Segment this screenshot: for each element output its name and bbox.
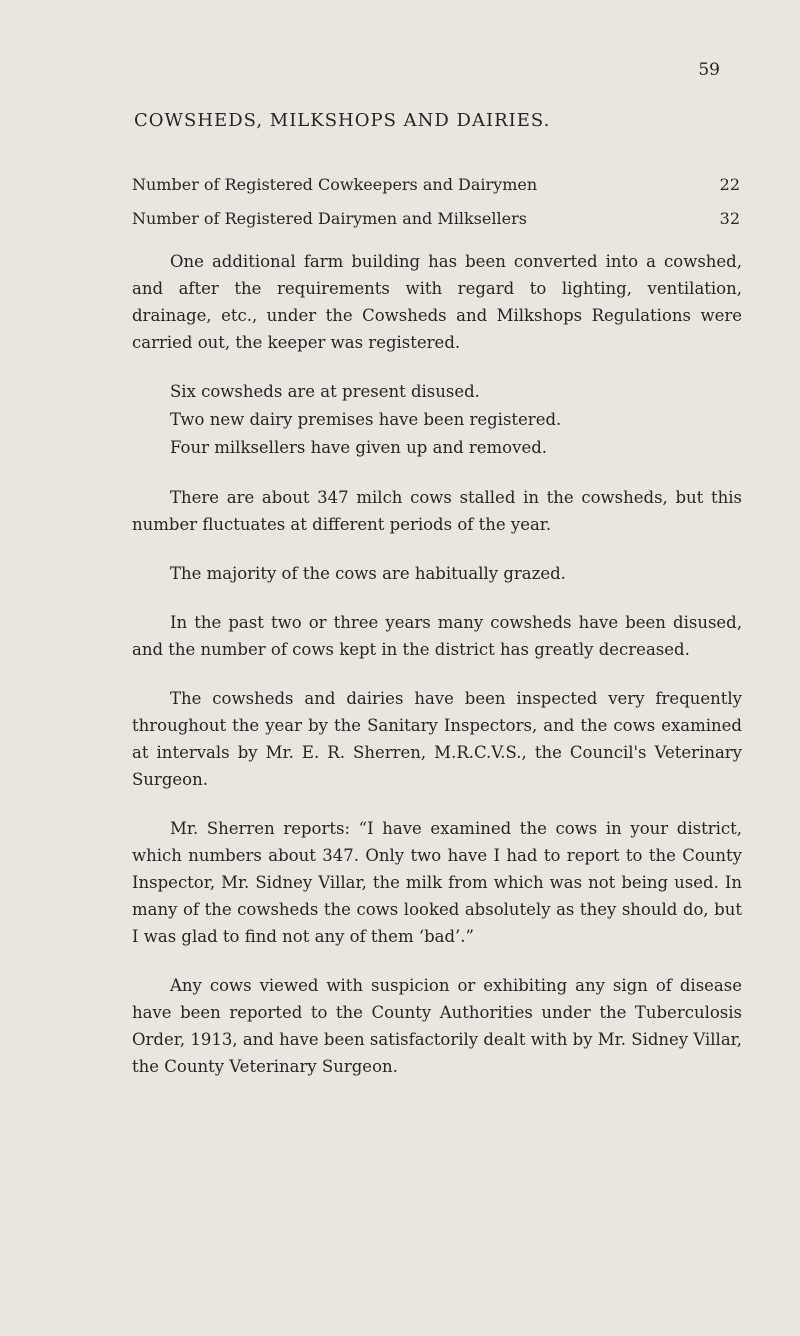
change-line: Four milksellers have given up and removed. <box>170 438 548 457</box>
page-title: COWSHEDS, MILKSHOPS AND DAIRIES. <box>134 110 551 131</box>
paragraph-farm-building: One additional farm building has been converted into a cowshed, and after the requirements with regard to lighting, ventilation, drainage, etc., under the Cowsheds and Milkshops Regulations were carried out, the keeper was registered. <box>132 252 742 352</box>
paragraph-inspections: The cowsheds and dairies have been inspected very frequently throughout the year by the Sanitary Inspectors, and the cows examined at intervals by Mr. E. R. Sherren, M.R.C.V.S., the Council's Veterinary Surgeon. <box>132 689 742 789</box>
paragraph-decrease: In the past two or three years many cowsheds have been disused, and the number of cows kept in the district has greatly decreased. <box>132 613 742 659</box>
registration-stats <box>132 168 740 236</box>
stat-label: Number of Registered Cowkeepers and Dairymen <box>132 175 538 194</box>
stat-label: Number of Registered Dairymen and Milksellers <box>132 209 527 228</box>
stat-row-milksellers <box>132 202 740 236</box>
page-number: 59 <box>698 60 720 80</box>
document-body <box>132 248 742 1102</box>
paragraph-sherren-report: Mr. Sherren reports: “I have examined the cows in your district, which numbers about 347. Only two have I had to report to the County Inspector, Mr. Sidney Villar, the milk from which was not being used. In many of the cowsheds the cows looked absolutely as they should do, but I was glad to find not any of them ‘bad’.” <box>132 819 742 946</box>
change-line: Two new dairy premises have been registered. <box>170 410 562 429</box>
change-line: Six cowsheds are at present disused. <box>170 382 480 401</box>
paragraph-tuberculosis-order: Any cows viewed with suspicion or exhibiting any sign of disease have been reported to the County Authorities under the Tuberculosis Order, 1913, and have been satisfactorily dealt with by Mr. Sidney Villar, the County Veterinary Surgeon. <box>132 976 742 1076</box>
stat-value: 32 <box>719 209 740 228</box>
paragraph-milch-cows: There are about 347 milch cows stalled in the cowsheds, but this number fluctuates at different periods of the year. <box>132 488 742 534</box>
paragraph-grazing: The majority of the cows are habitually grazed. <box>170 564 566 583</box>
paragraph-group-changes <box>132 378 742 462</box>
stat-value: 22 <box>719 175 740 194</box>
stat-row-cowkeepers <box>132 168 740 202</box>
